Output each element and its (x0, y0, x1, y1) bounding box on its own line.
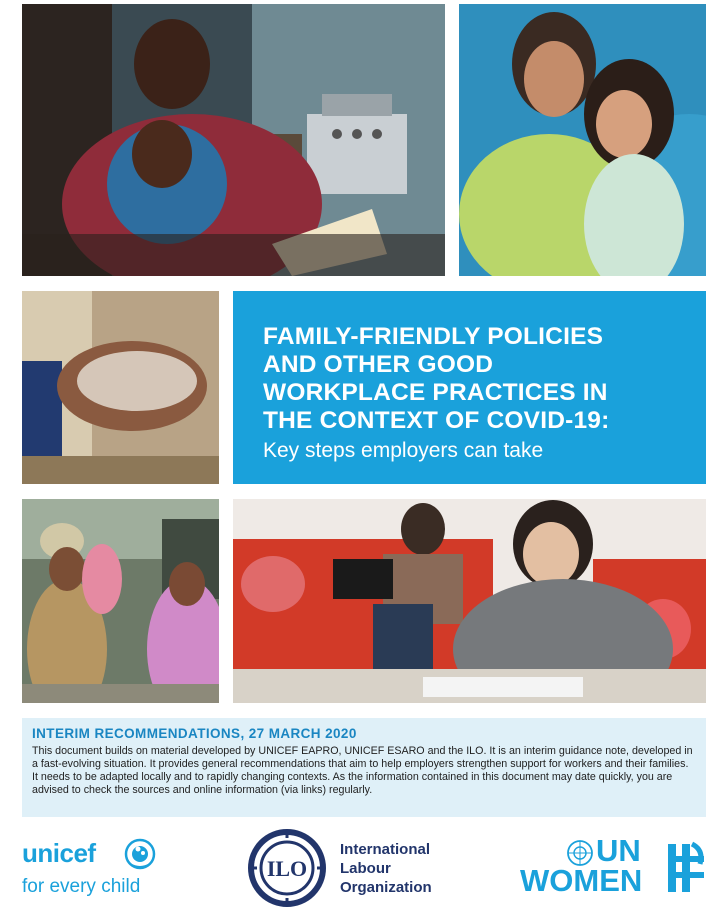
ilo-name-line: Labour (340, 860, 391, 877)
interim-recommendations-box (22, 718, 706, 817)
interim-body-text: This document builds on material developed by UNICEF EAPRO, UNICEF ESARO and the ILO. It is an interim guidance note, developed in a fast-evolving situation. It provides general recommendations that aim to help employers strengthen support for workers and their families. It needs to be adapted locally and to rapidly changing contexts. As the information contained in this document may date quickly, you are advised to check the sources and online information (via links) regularly. (32, 745, 693, 797)
photo-working-from-home (233, 499, 706, 703)
un-women-logo (520, 833, 706, 898)
unicef-wordmark: unicef (22, 838, 96, 868)
subtitle: Key steps employers can take (263, 439, 544, 462)
ilo-logo (246, 828, 456, 908)
un-women-symbol-icon (664, 840, 706, 896)
title-block (233, 291, 706, 484)
photo-hand-washing (22, 291, 219, 484)
photo-family-outdoors (22, 499, 219, 703)
unicef-emblem-icon (124, 838, 156, 870)
ilo-emblem-icon (246, 828, 328, 908)
title-line: THE CONTEXT OF COVID-19: (263, 407, 610, 434)
unicef-tagline: for every child (22, 876, 141, 897)
title-line: FAMILY-FRIENDLY POLICIES (263, 323, 604, 350)
ilo-name (340, 840, 432, 897)
title-line: AND OTHER GOOD (263, 351, 494, 378)
ilo-name-line: International (340, 841, 431, 858)
un-women-line-women: WOMEN (520, 863, 643, 898)
unicef-logo (22, 828, 212, 908)
un-women-line-un: UN (596, 833, 641, 868)
photo-mother-hugging-daughter (459, 4, 706, 276)
title-line: WORKPLACE PRACTICES IN (263, 379, 608, 406)
ilo-emblem-text: ILO (266, 856, 308, 881)
photo-father-reading-with-child (22, 4, 445, 276)
interim-heading: INTERIM RECOMMENDATIONS, 27 MARCH 2020 (32, 726, 357, 741)
ilo-name-line: Organization (340, 879, 432, 896)
